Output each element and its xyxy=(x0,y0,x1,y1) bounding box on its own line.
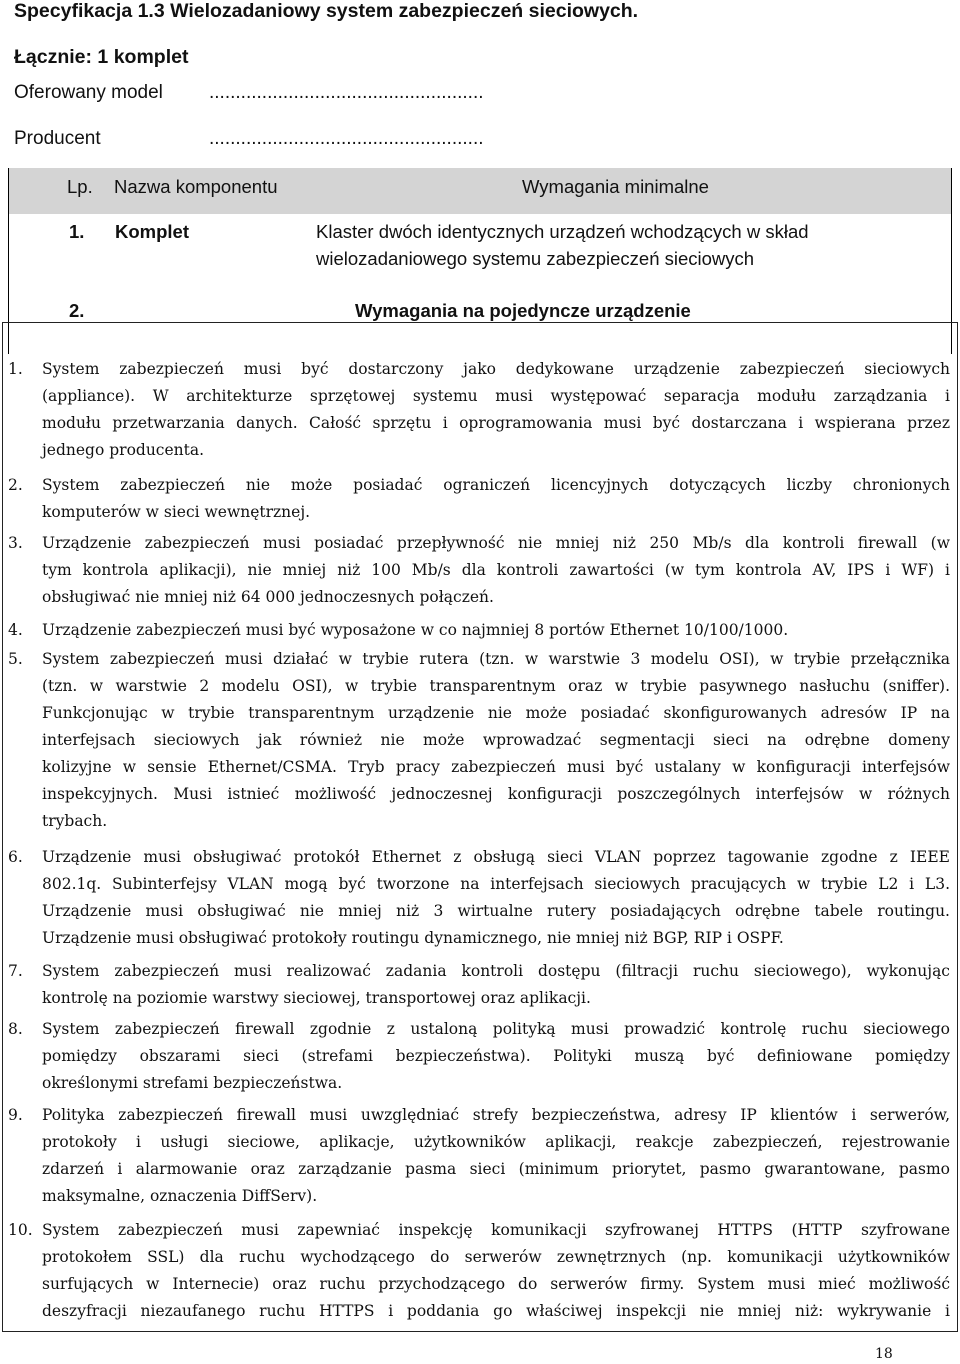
requirement-line: obsługiwać nie mniej niż 64 000 jednoczesnych połączeń. xyxy=(42,588,494,606)
requirement-line: komputerów w sieci wewnętrznej. xyxy=(42,503,311,521)
producer-row xyxy=(14,128,484,150)
requirement-line: jednego producenta. xyxy=(42,441,205,459)
row2-heading: Wymagania na pojedyncze urządzenie xyxy=(355,300,691,321)
requirement-number: 2. xyxy=(8,476,23,494)
producer-label: Producent xyxy=(14,128,101,149)
requirement-number: 10. xyxy=(8,1221,33,1239)
requirement-line: Urządzenie musi obsługiwać protokoły routingu dynamicznego, nie mniej niż BGP, RIP i OSPF. xyxy=(42,929,784,947)
requirement-line: modułu przetwarzania danych. Całość sprzętu i oprogramowania musi być dostarczana i wspierana przez xyxy=(42,414,950,432)
requirement-number: 7. xyxy=(8,962,23,980)
requirement-line: pomiędzy obszarami sieci (strefami bezpieczeństwa). Polityki muszą być definiowane pomiędzy xyxy=(42,1047,950,1065)
requirement-line: deszyfracji niezaufanego ruchu HTTPS i poddania go właściwej inspekcji nie mniej niż: wykrywanie i xyxy=(42,1302,950,1320)
requirement-line: protokołem SSL) dla ruchu wychodzącego do serwerów zewnętrznych (np. komunikacji użytkowników xyxy=(42,1248,950,1266)
page-number: 18 xyxy=(875,1346,893,1362)
requirement-line: inspekcyjnych. Musi istnieć możliwość jednoczesnej konfiguracji poszczególnych interfejsów w różnych xyxy=(42,785,950,803)
row1-req-line2: wielozadaniowego systemu zabezpieczeń sieciowych xyxy=(316,248,755,269)
requirement-line: kontrolę na poziomie warstwy sieciowej, transportowej oraz aplikacji. xyxy=(42,989,591,1007)
requirement-line: System zabezpieczeń nie może posiadać ograniczeń licencyjnych dotyczących liczby chronionych xyxy=(42,476,950,494)
requirement-line: protokoły i usługi sieciowe, aplikacje, użytkowników aplikacji, reakcje zabezpieczeń, rejestrowanie xyxy=(42,1133,950,1151)
row1-name: Komplet xyxy=(115,221,189,242)
requirement-line: surfujących w Internecie) oraz ruchu przychodzącego do serwerów firmy. System musi mieć możliwość xyxy=(42,1275,950,1293)
requirement-line: (tzn. w warstwie 2 modelu OSI), w trybie transparentnym oraz w trybie pasywnego nasłuchu (sniffer). xyxy=(42,677,950,695)
requirement-line: Funkcjonując w trybie transparentnym urządzenie nie może posiadać skonfigurowanych adresów IP na xyxy=(42,704,950,722)
row1-lp: 1. xyxy=(69,221,85,242)
requirement-line: System zabezpieczeń musi zapewniać inspekcję komunikacji szyfrowanej HTTPS (HTTP szyfrowane xyxy=(42,1221,950,1239)
requirement-number: 4. xyxy=(8,621,23,639)
requirement-line: System zabezpieczeń musi działać w trybie rutera (tzn. w warstwie 3 modelu OSI), w trybie przełącznika xyxy=(42,650,950,668)
page-title: Specyfikacja 1.3 Wielozadaniowy system zabezpieczeń sieciowych. xyxy=(14,0,639,22)
col-header-requirements: Wymagania minimalne xyxy=(522,176,709,197)
requirement-number: 8. xyxy=(8,1020,23,1038)
requirement-number: 6. xyxy=(8,848,23,866)
model-value: .................................................... xyxy=(209,82,484,103)
row1-req-line1: Klaster dwóch identycznych urządzeń wchodzących w skład xyxy=(316,221,809,242)
requirement-line: Urządzenie musi obsługiwać nie mniej niż 3 wirtualne rutery posiadających odrębne tabele routingu. xyxy=(42,902,950,920)
requirement-line: zdarzeń i alarmowanie oraz zarządzanie pasma sieci (minimum priorytet, pasmo gwarantowane, pasmo xyxy=(42,1160,950,1178)
requirement-line: (appliance). W architekturze sprzętowej systemu musi występować separacja modułu zarządzania i xyxy=(42,387,950,405)
requirement-line: Urządzenie musi obsługiwać protokół Ethernet z obsługą sieci VLAN poprzez tagowanie zgodne z IEEE xyxy=(42,848,950,866)
requirement-line: System zabezpieczeń musi być dostarczony jako dedykowane urządzenie zabezpieczeń sieciowych xyxy=(42,360,950,378)
requirement-line: System zabezpieczeń musi realizować zadania kontroli dostępu (filtracji ruchu sieciowego), wykonując xyxy=(42,962,950,980)
row2-lp: 2. xyxy=(69,300,85,321)
requirement-number: 9. xyxy=(8,1106,23,1124)
requirement-line: Urządzenie zabezpieczeń musi posiadać przepływność nie mniej niż 250 Mb/s dla kontroli firewall (w xyxy=(42,534,950,552)
model-row xyxy=(14,82,484,104)
model-label: Oferowany model xyxy=(14,82,163,103)
requirement-number: 3. xyxy=(8,534,23,552)
requirement-line: Polityka zabezpieczeń firewall musi uwzględniać strefy bezpieczeństwa, adresy IP klientów i serwerów, xyxy=(42,1106,950,1124)
requirement-line: trybach. xyxy=(42,812,108,830)
requirement-line: Urządzenie zabezpieczeń musi być wyposażone w co najmniej 8 portów Ethernet 10/100/1000. xyxy=(42,621,789,639)
requirement-line: interfejsach sieciowych jak również nie może wprowadzać segmentacji sieci na odrębne domeny xyxy=(42,731,950,749)
requirement-line: maksymalne, oznaczenia DiffServ). xyxy=(42,1187,318,1205)
requirement-line: określonymi strefami bezpieczeństwa. xyxy=(42,1074,343,1092)
requirement-number: 5. xyxy=(8,650,23,668)
total-quantity: Łącznie: 1 komplet xyxy=(14,46,189,68)
producer-value: .................................................... xyxy=(209,128,484,149)
col-header-name: Nazwa komponentu xyxy=(114,176,278,197)
requirement-line: tym kontrola aplikacji), nie mniej niż 100 Mb/s dla kontroli zawartości (w tym kontrola AV, IPS i WF) i xyxy=(42,561,950,579)
requirement-number: 1. xyxy=(8,360,23,378)
requirement-line: 802.1q. Subinterfejsy VLAN mogą być tworzone na interfejsach sieciowych pracujących w trybie L2 i L3. xyxy=(42,875,950,893)
requirement-line: System zabezpieczeń firewall zgodnie z ustaloną polityką musi prowadzić kontrolę ruchu sieciowego xyxy=(42,1020,950,1038)
col-header-lp: Lp. xyxy=(67,176,93,197)
requirement-line: kolizyjne w sensie Ethernet/CSMA. Tryb pracy zabezpieczeń musi być ustalany w konfiguracji interfejsów xyxy=(42,758,950,776)
